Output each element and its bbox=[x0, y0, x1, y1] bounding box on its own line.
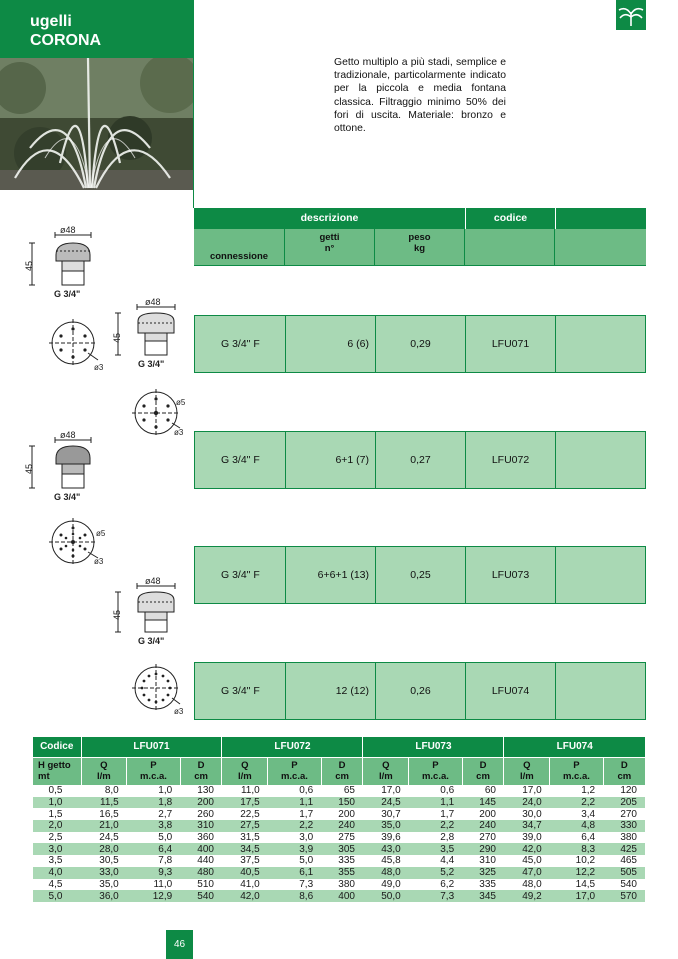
table-cell: 24,5 bbox=[99, 832, 119, 844]
table-cell: 1,1 bbox=[409, 797, 462, 809]
table-cell: 2,2 bbox=[409, 820, 462, 832]
table-cell: 570 bbox=[603, 890, 645, 902]
table-cell: 425 bbox=[603, 843, 645, 855]
d-label: D bbox=[197, 760, 205, 772]
header-divider bbox=[193, 0, 194, 208]
d-header bbox=[462, 757, 504, 785]
col-codice-blank bbox=[465, 229, 555, 265]
table-cell: 325 bbox=[462, 867, 504, 879]
table-cell: 0,6 bbox=[299, 785, 314, 797]
table-cell: 1,0 bbox=[158, 785, 173, 797]
table-cell: 45,8 bbox=[381, 855, 401, 867]
cell-peso: 0,27 bbox=[376, 432, 466, 488]
table-cell: 1,7 bbox=[440, 808, 455, 820]
cell-getti: 6+6+1 (13) bbox=[286, 547, 376, 603]
label-thread: G 3/4" bbox=[138, 636, 165, 646]
table-cell: 205 bbox=[603, 797, 645, 809]
label-diameter: ø48 bbox=[145, 576, 161, 586]
table-cell: 2,8 bbox=[440, 832, 455, 844]
label-hole-center: ø5 bbox=[96, 529, 106, 538]
table-cell: 1,8 bbox=[127, 797, 180, 809]
table-cell: 2,7 bbox=[158, 808, 173, 820]
table-cell: 200 bbox=[180, 797, 222, 809]
table-cell: 130 bbox=[197, 785, 214, 797]
cell-peso: 0,25 bbox=[376, 547, 466, 603]
table-cell: 3,4 bbox=[581, 808, 596, 820]
d-unit: cm bbox=[476, 771, 490, 783]
d-header bbox=[321, 757, 363, 785]
table-cell: 3,0 bbox=[299, 832, 314, 844]
col-extra-blank bbox=[555, 229, 646, 265]
table-cell: 345 bbox=[462, 890, 504, 902]
performance-table-body bbox=[33, 785, 645, 902]
table-cell: 400 bbox=[180, 843, 222, 855]
p-unit: m.c.a. bbox=[421, 771, 449, 783]
table-cell: 2,2 bbox=[268, 820, 321, 832]
label-thread: G 3/4" bbox=[138, 359, 165, 369]
cell-blank bbox=[556, 432, 645, 488]
table-cell: 1,7 bbox=[299, 808, 314, 820]
nozzle-drawing-lfu074 bbox=[112, 572, 192, 722]
cell-getti: 12 (12) bbox=[286, 663, 376, 719]
table-cell: 310 bbox=[479, 855, 496, 867]
product-description: Getto multiplo a più stadi, semplice e tradizionale, particolarmente indicato per la piccola e media fontana classica. Filtraggio minimo 50% dei fori di uscita. Materiale: bronzo e ottone. bbox=[334, 57, 506, 135]
label-thread: G 3/4" bbox=[54, 492, 81, 502]
table-cell: 270 bbox=[479, 832, 496, 844]
table-cell: 150 bbox=[321, 797, 363, 809]
table-cell: 355 bbox=[321, 867, 363, 879]
table-cell: 30,7 bbox=[381, 808, 401, 820]
d-unit: cm bbox=[194, 771, 208, 783]
q-label: Q bbox=[523, 760, 531, 772]
table-cell: 34,5 bbox=[222, 843, 268, 855]
cell-h-getto: 3,5 bbox=[48, 855, 63, 867]
table-cell: 8,3 bbox=[550, 843, 603, 855]
p-header bbox=[268, 757, 321, 785]
cell-h-getto: 2,5 bbox=[48, 832, 63, 844]
table-cell: 3,8 bbox=[127, 820, 180, 832]
cell-connessione: G 3/4" F bbox=[195, 663, 286, 719]
table-cell: 380 bbox=[338, 878, 355, 890]
cell-connessione: G 3/4" F bbox=[195, 432, 286, 488]
table-cell: 305 bbox=[321, 843, 363, 855]
table-cell: 510 bbox=[197, 878, 214, 890]
table-cell: 240 bbox=[321, 820, 363, 832]
table-cell: 310 bbox=[180, 820, 222, 832]
table-cell: 0,6 bbox=[440, 785, 455, 797]
table-cell: 7,3 bbox=[409, 890, 462, 902]
cell-h-getto: 4,0 bbox=[33, 867, 81, 879]
table-cell: 37,5 bbox=[240, 855, 260, 867]
table-cell: 35,0 bbox=[99, 878, 119, 890]
table-cell: 47,0 bbox=[504, 867, 550, 879]
table-cell: 275 bbox=[338, 832, 355, 844]
col-getti bbox=[285, 229, 375, 265]
table-cell: 6,4 bbox=[581, 832, 596, 844]
d-unit: cm bbox=[617, 771, 632, 783]
table-cell: 22,5 bbox=[240, 808, 260, 820]
table-cell: 7,3 bbox=[299, 878, 314, 890]
table-cell: 17,0 bbox=[522, 785, 542, 797]
d-unit: cm bbox=[335, 771, 349, 783]
product-table-header bbox=[194, 208, 646, 229]
table-cell: 43,0 bbox=[363, 843, 409, 855]
table-cell: 27,5 bbox=[222, 820, 268, 832]
table-cell: 10,2 bbox=[575, 855, 596, 867]
d-label: D bbox=[479, 760, 487, 772]
p-label: P bbox=[150, 760, 157, 772]
cell-peso: 0,29 bbox=[376, 316, 466, 372]
label-height: 45 bbox=[112, 609, 122, 620]
table-cell: 12,9 bbox=[127, 890, 180, 902]
table-cell: 260 bbox=[197, 808, 214, 820]
table-cell: 4,8 bbox=[550, 820, 603, 832]
col-peso bbox=[375, 229, 465, 265]
cell-h-getto: 5,0 bbox=[33, 890, 81, 902]
q-header bbox=[363, 757, 409, 785]
brand-logo-icon bbox=[616, 0, 646, 30]
q-label: Q bbox=[241, 760, 249, 772]
label-hole: ø3 bbox=[174, 707, 184, 716]
label-diameter: ø48 bbox=[60, 430, 76, 440]
table-cell: 6,4 bbox=[127, 843, 180, 855]
h-getto-unit: mt bbox=[38, 771, 50, 783]
table-cell: 50,0 bbox=[363, 890, 409, 902]
title-line-1: ugelli bbox=[30, 13, 72, 30]
code-header: LFU074 bbox=[504, 737, 645, 757]
col-getti-unit: n° bbox=[324, 243, 335, 254]
label-diameter: ø48 bbox=[60, 225, 76, 235]
table-cell: 1,1 bbox=[268, 797, 321, 809]
codice-header: Codice bbox=[33, 737, 81, 757]
code-header: LFU073 bbox=[363, 737, 504, 757]
table-cell: 240 bbox=[462, 820, 504, 832]
table-cell: 200 bbox=[338, 808, 355, 820]
cell-blank bbox=[556, 663, 645, 719]
table-cell: 12,2 bbox=[550, 867, 603, 879]
d-label: D bbox=[338, 760, 346, 772]
table-cell: 290 bbox=[462, 843, 504, 855]
table-cell: 35,0 bbox=[363, 820, 409, 832]
q-unit: l/m bbox=[97, 771, 111, 783]
col-peso-label: peso bbox=[408, 232, 431, 243]
label-height: 45 bbox=[24, 260, 34, 271]
col-connessione: connessione bbox=[194, 229, 285, 265]
performance-table-header bbox=[33, 737, 645, 757]
d-label: D bbox=[620, 760, 628, 772]
cell-h-getto: 0,5 bbox=[48, 785, 63, 797]
table-cell: 400 bbox=[321, 890, 363, 902]
cell-h-getto: 1,0 bbox=[33, 797, 81, 809]
product-row bbox=[194, 431, 646, 489]
performance-table-subheader bbox=[33, 757, 645, 785]
cell-h-getto: 2,0 bbox=[33, 820, 81, 832]
table-cell: 440 bbox=[197, 855, 214, 867]
cell-connessione: G 3/4" F bbox=[195, 547, 286, 603]
table-cell: 3,5 bbox=[409, 843, 462, 855]
h-getto-label: H getto bbox=[38, 760, 71, 772]
label-hole-center: ø5 bbox=[176, 398, 186, 407]
table-cell: 5,2 bbox=[409, 867, 462, 879]
q-unit: l/m bbox=[519, 771, 534, 783]
table-cell: 6,2 bbox=[440, 878, 455, 890]
table-cell: 14,5 bbox=[575, 878, 596, 890]
table-cell: 65 bbox=[343, 785, 355, 797]
table-cell: 21,0 bbox=[81, 820, 127, 832]
table-row bbox=[33, 879, 645, 891]
table-cell: 1,2 bbox=[581, 785, 596, 797]
table-cell: 7,8 bbox=[158, 855, 173, 867]
table-cell: 120 bbox=[620, 785, 637, 797]
cell-codice: LFU072 bbox=[466, 432, 556, 488]
table-cell: 11,5 bbox=[81, 797, 127, 809]
table-cell: 45,0 bbox=[522, 855, 542, 867]
q-unit: l/m bbox=[378, 771, 393, 783]
table-cell: 200 bbox=[479, 808, 496, 820]
table-cell: 330 bbox=[603, 820, 645, 832]
table-cell: 17,5 bbox=[222, 797, 268, 809]
cell-peso: 0,26 bbox=[376, 663, 466, 719]
cell-blank bbox=[556, 547, 645, 603]
table-cell: 16,5 bbox=[99, 808, 119, 820]
label-hole: ø3 bbox=[94, 557, 104, 566]
table-cell: 30,5 bbox=[99, 855, 119, 867]
p-label: P bbox=[573, 760, 580, 772]
cell-h-getto: 3,0 bbox=[33, 843, 81, 855]
d-header bbox=[180, 757, 222, 785]
cell-codice: LFU074 bbox=[466, 663, 556, 719]
table-row bbox=[33, 855, 645, 867]
table-cell: 4,4 bbox=[440, 855, 455, 867]
table-cell: 48,0 bbox=[522, 878, 542, 890]
table-cell: 8,6 bbox=[268, 890, 321, 902]
cell-getti: 6 (6) bbox=[286, 316, 376, 372]
nozzle-drawing-lfu072 bbox=[112, 295, 192, 445]
h-getto-header bbox=[33, 757, 81, 785]
table-cell: 9,3 bbox=[127, 867, 180, 879]
p-header bbox=[409, 757, 462, 785]
table-row bbox=[33, 820, 645, 832]
p-unit: m.c.a. bbox=[562, 771, 590, 783]
header-descrizione: descrizione bbox=[300, 212, 359, 224]
table-cell: 11,0 bbox=[153, 878, 173, 890]
table-cell: 2,2 bbox=[550, 797, 603, 809]
table-cell: 145 bbox=[462, 797, 504, 809]
table-cell: 41,0 bbox=[240, 878, 260, 890]
label-hole: ø3 bbox=[174, 428, 184, 437]
table-cell: 42,0 bbox=[222, 890, 268, 902]
table-cell: 480 bbox=[180, 867, 222, 879]
table-cell: 40,5 bbox=[222, 867, 268, 879]
table-row bbox=[33, 890, 645, 902]
table-cell: 360 bbox=[197, 832, 214, 844]
page-number: 46 bbox=[166, 930, 193, 959]
p-label: P bbox=[432, 760, 439, 772]
title-line-2: CORONA bbox=[30, 32, 102, 49]
table-cell: 33,0 bbox=[81, 867, 127, 879]
label-height: 45 bbox=[112, 332, 122, 343]
table-row bbox=[33, 832, 645, 844]
cell-codice: LFU071 bbox=[466, 316, 556, 372]
table-cell: 540 bbox=[620, 878, 637, 890]
table-cell: 540 bbox=[180, 890, 222, 902]
table-cell: 24,0 bbox=[504, 797, 550, 809]
table-row bbox=[33, 843, 645, 855]
table-cell: 49,0 bbox=[381, 878, 401, 890]
table-cell: 8,0 bbox=[104, 785, 119, 797]
table-row bbox=[33, 808, 645, 820]
table-cell: 42,0 bbox=[504, 843, 550, 855]
table-cell: 5,0 bbox=[299, 855, 314, 867]
table-cell: 30,0 bbox=[522, 808, 542, 820]
p-label: P bbox=[291, 760, 298, 772]
p-unit: m.c.a. bbox=[139, 771, 167, 783]
product-row bbox=[194, 662, 646, 720]
cell-h-getto: 1,5 bbox=[48, 808, 63, 820]
cell-connessione: G 3/4" F bbox=[195, 316, 286, 372]
cell-h-getto: 4,5 bbox=[48, 878, 63, 890]
code-header: LFU071 bbox=[81, 737, 222, 757]
q-label: Q bbox=[382, 760, 390, 772]
nozzle-drawing-lfu071 bbox=[22, 225, 112, 375]
table-cell: 17,0 bbox=[381, 785, 401, 797]
table-cell: 380 bbox=[620, 832, 637, 844]
p-unit: m.c.a. bbox=[280, 771, 308, 783]
table-cell: 60 bbox=[484, 785, 496, 797]
q-header bbox=[222, 757, 268, 785]
product-row bbox=[194, 546, 646, 604]
label-thread: G 3/4" bbox=[54, 289, 81, 299]
table-cell: 28,0 bbox=[81, 843, 127, 855]
q-header bbox=[504, 757, 550, 785]
table-cell: 3,9 bbox=[268, 843, 321, 855]
table-row bbox=[33, 867, 645, 879]
col-peso-unit: kg bbox=[413, 243, 426, 254]
q-unit: l/m bbox=[237, 771, 252, 783]
table-cell: 34,7 bbox=[504, 820, 550, 832]
table-cell: 505 bbox=[603, 867, 645, 879]
cell-codice: LFU073 bbox=[466, 547, 556, 603]
fountain-photo bbox=[0, 58, 193, 190]
label-height: 45 bbox=[24, 463, 34, 474]
p-header bbox=[127, 757, 180, 785]
code-header: LFU072 bbox=[222, 737, 363, 757]
table-cell: 335 bbox=[479, 878, 496, 890]
cell-getti: 6+1 (7) bbox=[286, 432, 376, 488]
table-cell: 270 bbox=[620, 808, 637, 820]
cell-blank bbox=[556, 316, 645, 372]
table-cell: 465 bbox=[620, 855, 637, 867]
table-cell: 17,0 bbox=[550, 890, 603, 902]
nozzle-drawing-lfu073 bbox=[22, 428, 112, 573]
q-header bbox=[81, 757, 127, 785]
table-row bbox=[33, 797, 645, 809]
p-header bbox=[550, 757, 603, 785]
table-row bbox=[33, 785, 645, 797]
col-getti-label: getti bbox=[319, 232, 340, 243]
header-blank bbox=[555, 208, 646, 229]
product-table-subheader bbox=[194, 229, 646, 266]
label-diameter: ø48 bbox=[145, 297, 161, 307]
table-cell: 36,0 bbox=[81, 890, 127, 902]
q-label: Q bbox=[100, 760, 108, 772]
table-cell: 39,6 bbox=[381, 832, 401, 844]
performance-table bbox=[33, 737, 645, 902]
table-cell: 11,0 bbox=[240, 785, 260, 797]
label-hole: ø3 bbox=[94, 363, 104, 372]
table-cell: 31,5 bbox=[240, 832, 260, 844]
section-title bbox=[0, 0, 193, 58]
table-cell: 24,5 bbox=[363, 797, 409, 809]
table-cell: 6,1 bbox=[268, 867, 321, 879]
d-header bbox=[603, 757, 645, 785]
product-row bbox=[194, 315, 646, 373]
header-codice: codice bbox=[465, 208, 555, 229]
table-cell: 48,0 bbox=[363, 867, 409, 879]
table-cell: 49,2 bbox=[504, 890, 550, 902]
table-cell: 39,0 bbox=[522, 832, 542, 844]
table-cell: 5,0 bbox=[158, 832, 173, 844]
table-cell: 335 bbox=[338, 855, 355, 867]
